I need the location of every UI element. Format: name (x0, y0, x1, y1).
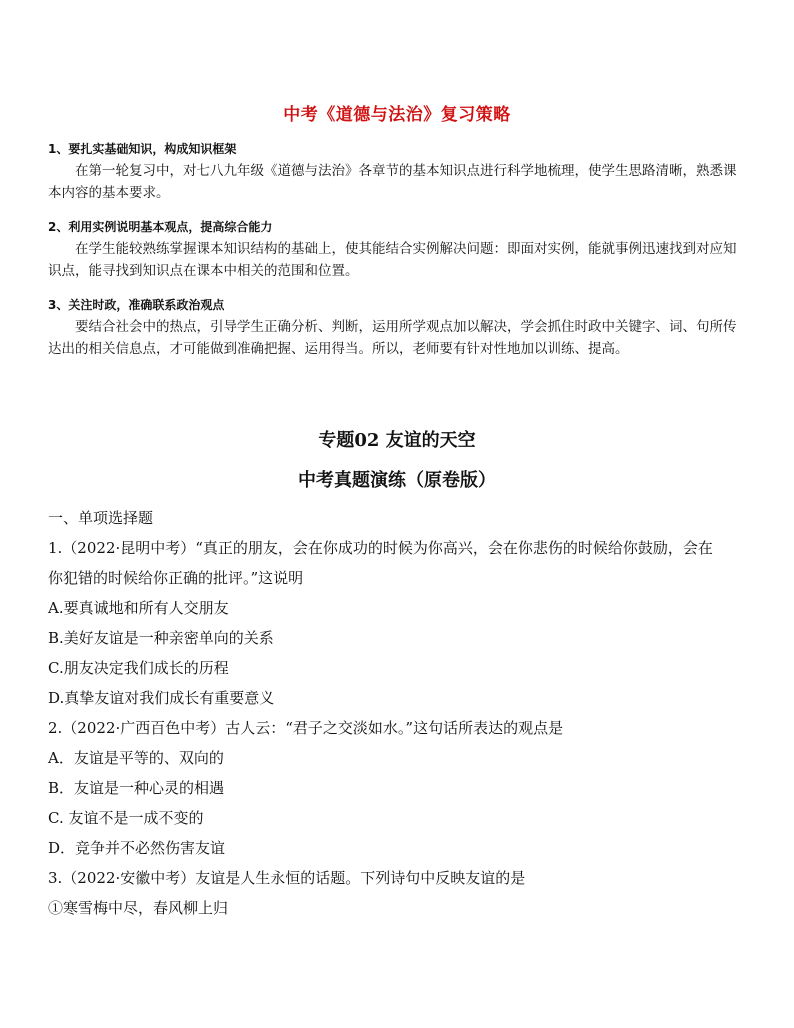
option-text: B．友谊是一种心灵的相遇 (48, 779, 225, 797)
option-text: B.美好友谊是一种亲密单向的关系 (48, 629, 274, 647)
option-text: ①寒雪梅中尽，春风柳上归 (48, 899, 229, 917)
section-label: 一、单项选择题 (48, 509, 154, 527)
strategy-heading: 3、关注时政，准确联系政治观点 (48, 298, 225, 312)
option-text: C.朋友决定我们成长的历程 (48, 659, 229, 677)
option-text: D．竞争并不必然伤害友谊 (48, 839, 226, 857)
option-text: C. 友谊不是一成不变的 (48, 809, 204, 827)
option-text: A．友谊是平等的、双向的 (48, 749, 224, 767)
option-text: A.要真诚地和所有人交朋友 (48, 599, 229, 617)
option-text: D.真挚友谊对我们成长有重要意义 (48, 689, 275, 707)
exam-title: 中考真题演练（原卷版） (298, 470, 496, 491)
topic-title: 专题02 友谊的天空 (318, 430, 476, 451)
strategy-2 (48, 216, 748, 282)
question-3-stem: 3.（2022·安徽中考）友谊是人生永恒的话题。下列诗句中反映友谊的是 (48, 869, 526, 887)
strategy-body: 要结合社会中的热点，引导学生正确分析、判断，运用所学观点加以解决，学会抓住时政中关键字、词、句所传达出的相关信息点，才可能做到准确把握、运用得当。所以，老师要有针对性地加以训练、提高。 (48, 319, 737, 357)
strategy-1 (48, 138, 748, 204)
strategy-body: 在第一轮复习中，对七八九年级《道德与法治》各章节的基本知识点进行科学地梳理，使学生思路清晰，熟悉课本内容的基本要求。 (48, 163, 737, 201)
strategy-heading: 2、利用实例说明基本观点，提高综合能力 (48, 220, 273, 234)
question-2-stem: 2.（2022·广西百色中考）古人云：“君子之交淡如水。”这句话所表达的观点是 (48, 719, 564, 737)
question-list (48, 503, 758, 923)
strategy-heading: 1、要扎实基础知识，构成知识框架 (48, 142, 237, 156)
strategy-body: 在学生能较熟练掌握课本知识结构的基础上，使其能结合实例解决问题：即面对实例，能就事例迅速找到对应知识点，能寻找到知识点在课本中相关的范围和位置。 (48, 241, 737, 279)
main-title: 中考《道德与法治》复习策略 (283, 105, 511, 125)
question-1-stem: 1.（2022·昆明中考）“真正的朋友，会在你成功的时候为你高兴，会在你悲伤的时候给你鼓励，会在 (48, 539, 713, 557)
strategy-3 (48, 294, 748, 360)
question-1-stem-cont: 你犯错的时候给你正确的批评。”这说明 (48, 569, 304, 587)
